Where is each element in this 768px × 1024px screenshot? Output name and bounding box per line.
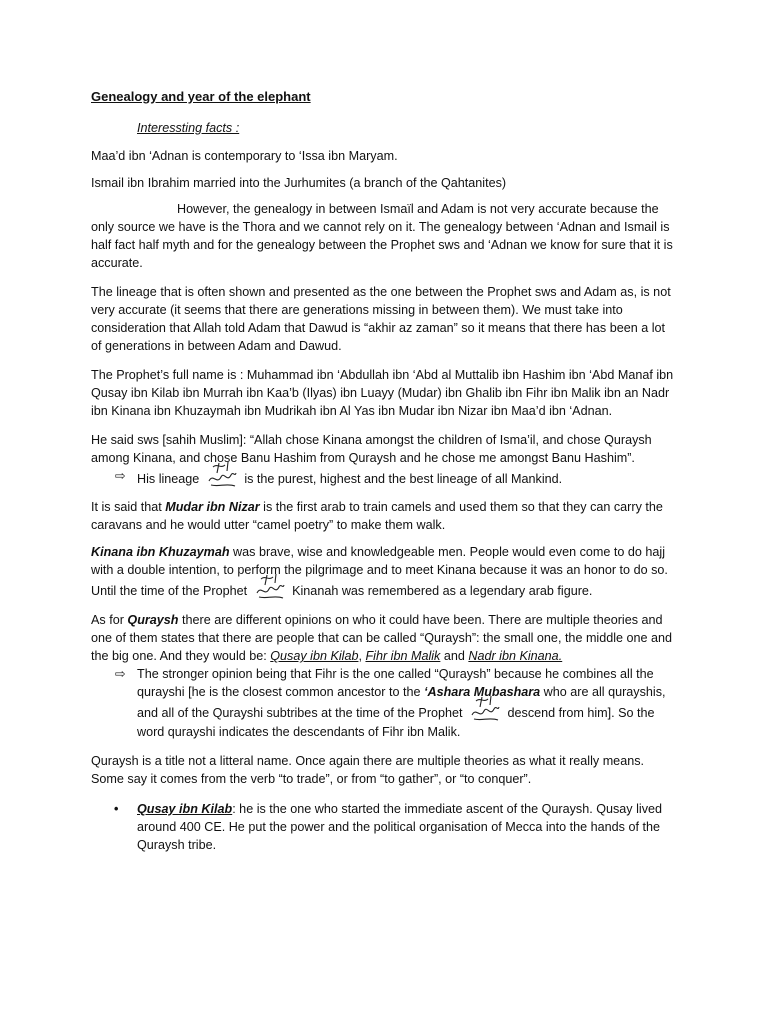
bullet-item-qusay bbox=[91, 800, 678, 854]
paragraph-kinana bbox=[91, 543, 678, 601]
honorific-calligraphy-icon bbox=[468, 701, 502, 723]
name-quraysh: Quraysh bbox=[127, 613, 179, 627]
paragraph-maad: Maa’d ibn ‘Adnan is contemporary to ‘Issa ibn Maryam. bbox=[91, 149, 398, 163]
document-title: Genealogy and year of the elephant bbox=[91, 89, 311, 104]
name-mudar: Mudar ibn Nizar bbox=[165, 500, 260, 514]
text-segment: there are different opinions on who it could have been. There are multiple theories and one of them states that there are people that can be called “Quraysh”: the small one, the middle one and the big one. And they would be: bbox=[91, 613, 673, 663]
text-segment: Kinanah was remembered as a legendary arab figure. bbox=[292, 584, 593, 598]
honorific-calligraphy-icon bbox=[253, 579, 287, 601]
paragraph-genealogy-accuracy: However, the genealogy in between Ismaïl and Adam is not very accurate because the only source we have is the Thora and we cannot rely on it. The genealogy between ‘Adnan and Ismail is half fact half myth and for the genealogy between the Prophet sws and ‘Adnan we know for sure that it is accurate. bbox=[91, 202, 673, 270]
arrow-item-fihr bbox=[91, 665, 678, 741]
text-segment: descend from him]. So the word qurayshi indicates the descendants of Fihr ibn Malik. bbox=[137, 706, 655, 739]
paragraph-full-name: The Prophet’s full name is : Muhammad ibn ‘Abdullah ibn ‘Abd al Muttalib ibn Hashim ibn ‘Abd Manaf ibn Qusay ibn Kilab ibn Murrah ibn Kaa’b (Ilyas) ibn Luayy (Mudar) ibn Ghalib ibn Fihr ibn Malik ibn an Nadr ibn Kinana ibn Khuzaymah ibn Mudrikah ibn Al Yas ibn Mudar ibn Nizar ibn Maa’d ibn ‘Adnan. bbox=[91, 368, 674, 418]
name-kinana: Kinana ibn Khuzaymah bbox=[91, 545, 230, 559]
document-subtitle: Interessting facts : bbox=[137, 121, 240, 135]
arrow-icon: ⇨ bbox=[115, 667, 126, 681]
text-segment: and bbox=[440, 649, 469, 663]
text-segment: , bbox=[358, 649, 366, 663]
bullet-icon: • bbox=[114, 802, 119, 816]
paragraph-quraysh-opinions bbox=[91, 611, 678, 665]
paragraph-mudar bbox=[91, 498, 678, 534]
paragraph-ismail: Ismail ibn Ibrahim married into the Jurhumites (a branch of the Qahtanites) bbox=[91, 176, 507, 190]
arrow-text-a: His lineage bbox=[137, 472, 200, 486]
arrow-icon: ⇨ bbox=[115, 469, 126, 483]
text-segment: is the first arab to train camels and used them so that they can carry the caravans and he would utter “camel poetry” to make them walk. bbox=[91, 500, 663, 532]
text-segment: It is said that bbox=[91, 500, 166, 514]
name-qusay-bullet: Qusay ibn Kilab bbox=[137, 802, 233, 816]
arrow-text-b: is the purest, highest and the best lineage of all Mankind. bbox=[244, 472, 563, 486]
text-segment: who are all qurayshis, and all of the Qurayshi subtribes at the time of the Prophet bbox=[137, 685, 666, 720]
text-segment: As for bbox=[91, 613, 128, 627]
name-fihr-link: Fihr ibn Malik bbox=[365, 649, 441, 663]
name-qusay-link: Qusay ibn Kilab bbox=[270, 649, 359, 663]
honorific-calligraphy-icon bbox=[205, 467, 239, 489]
name-ashara-mubashara: ‘Ashara Mubashara bbox=[424, 685, 541, 699]
paragraph-quraysh-title: Quraysh is a title not a litteral name. Once again there are multiple theories as what it really means. Some say it comes from the verb “to trade”, or from “to gather”, or “to conquer”. bbox=[91, 754, 644, 786]
text-segment: was brave, wise and knowledgeable men. People would even come to do hajj with a double intention, to perform the pilgrimage and to meet Kinana because it was an honor to do so. Until the time of the Prophet bbox=[91, 545, 668, 598]
text-segment: The stronger opinion being that Fihr is the one called “Quraysh” because he combines all the qurayshi [he is the closest common ancestor to the bbox=[137, 667, 654, 699]
name-nadr-link: Nadr ibn Kinana. bbox=[468, 649, 563, 663]
arrow-item-lineage bbox=[91, 467, 678, 489]
text-segment: : he is the one who started the immediate ascent of the Quraysh. Qusay lived around 400 CE. He put the power and the political organisation of Mecca into the hands of the Quraysh tribe. bbox=[137, 802, 663, 852]
paragraph-lineage: The lineage that is often shown and presented as the one between the Prophet sws and Adam as, is not very accurate (it seems that there are generations missing in between them). We must take into consideration that Allah told Adam that Dawud is “akhir az zaman” so it means that there has been a lot of generations in between Adam and Dawud. bbox=[91, 285, 671, 353]
paragraph-hadith: He said sws [sahih Muslim]: “Allah chose Kinana amongst the children of Isma’il, and chose Quraysh among Kinana, and chose Banu Hashim from Quraysh and he chose me amongst Banu Hashim”. bbox=[91, 433, 652, 465]
